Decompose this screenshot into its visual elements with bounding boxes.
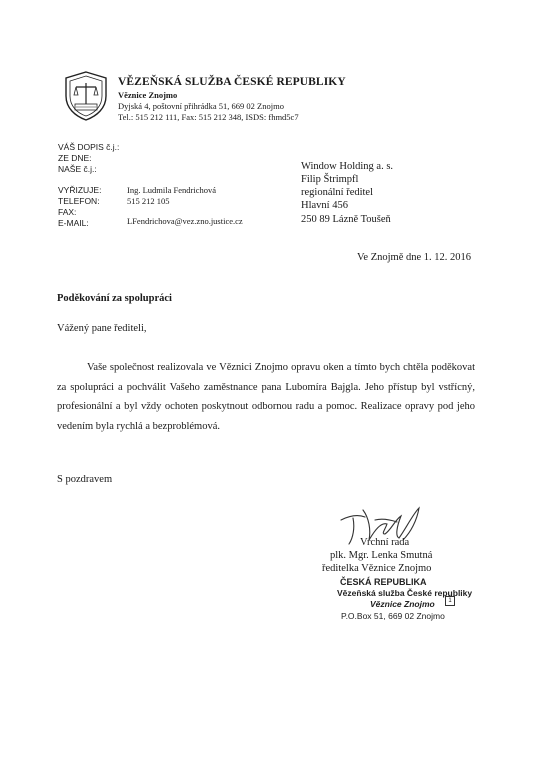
stamp-country: ČESKÁ REPUBLIKA [340, 577, 427, 587]
our-ref-label: NAŠE č.j.: [58, 164, 97, 174]
organization-address: Dyjská 4, poštovní přihrádka 51, 669 02 Znojmo [118, 101, 284, 111]
recipient-name: Filip Štrimpfl [301, 174, 359, 185]
phone-value: 515 212 105 [127, 196, 170, 206]
letter-subject: Poděkování za spolupráci [57, 293, 172, 304]
stamp-service: Vězeňská služba České republiky [337, 588, 473, 598]
recipient-role: regionální ředitel [301, 187, 374, 198]
letter-body: Vaše společnost realizovala ve Věznici Znojmo opravu oken a tímto bych chtěla poděkovat za spolupráci a pochválit Vašeho zaměstnance pana Lubomíra Bajgla. Jeho přístup byl vstřícný, profesionální a byl vždy ochoten poskytnout odbornou radu a pomoc. Realizace opravy pod jeho vedením byla rychlá a bezproblémová. [57, 362, 475, 432]
recipient-company: Window Holding a. s. [301, 161, 394, 172]
salutation: Vážený pane řediteli, [57, 323, 147, 334]
signatory-rank: Vrchní rada [360, 537, 410, 548]
email-value: LFendrichova@vez.zno.justice.cz [127, 216, 243, 226]
signatory-title: ředitelka Věznice Znojmo [322, 563, 432, 574]
stamp-pobox: P.O.Box 51, 669 02 Znojmo [341, 611, 445, 621]
phone-label: TELEFON: [58, 196, 100, 206]
date-label: ZE DNE: [58, 153, 92, 163]
stamp-prison: Věznice Znojmo [370, 599, 435, 609]
signatory-name: plk. Mgr. Lenka Smutná [330, 550, 433, 561]
recipient-street: Hlavní 456 [301, 200, 348, 211]
email-label: E-MAIL: [58, 218, 89, 228]
organization-unit: Věznice Znojmo [118, 90, 178, 100]
organization-contact: Tel.: 515 212 111, Fax: 515 212 348, ISDS: fhmd5c7 [118, 112, 299, 122]
fax-label: FAX: [58, 207, 77, 217]
organization-name: VĚZEŇSKÁ SLUŽBA ČESKÉ REPUBLIKY [118, 76, 346, 88]
letter-date: Ve Znojmě dne 1. 12. 2016 [357, 252, 472, 263]
prison-service-emblem-icon [60, 70, 112, 122]
stamp-number-box: 1 [445, 596, 455, 606]
recipient-city: 250 89 Lázně Toušeň [301, 214, 391, 225]
handled-by-value: Ing. Ludmila Fendrichová [127, 185, 216, 195]
closing: S pozdravem [57, 474, 113, 485]
handled-by-label: VYŘIZUJE: [58, 185, 102, 195]
your-letter-label: VÁŠ DOPIS č.j.: [58, 142, 120, 152]
